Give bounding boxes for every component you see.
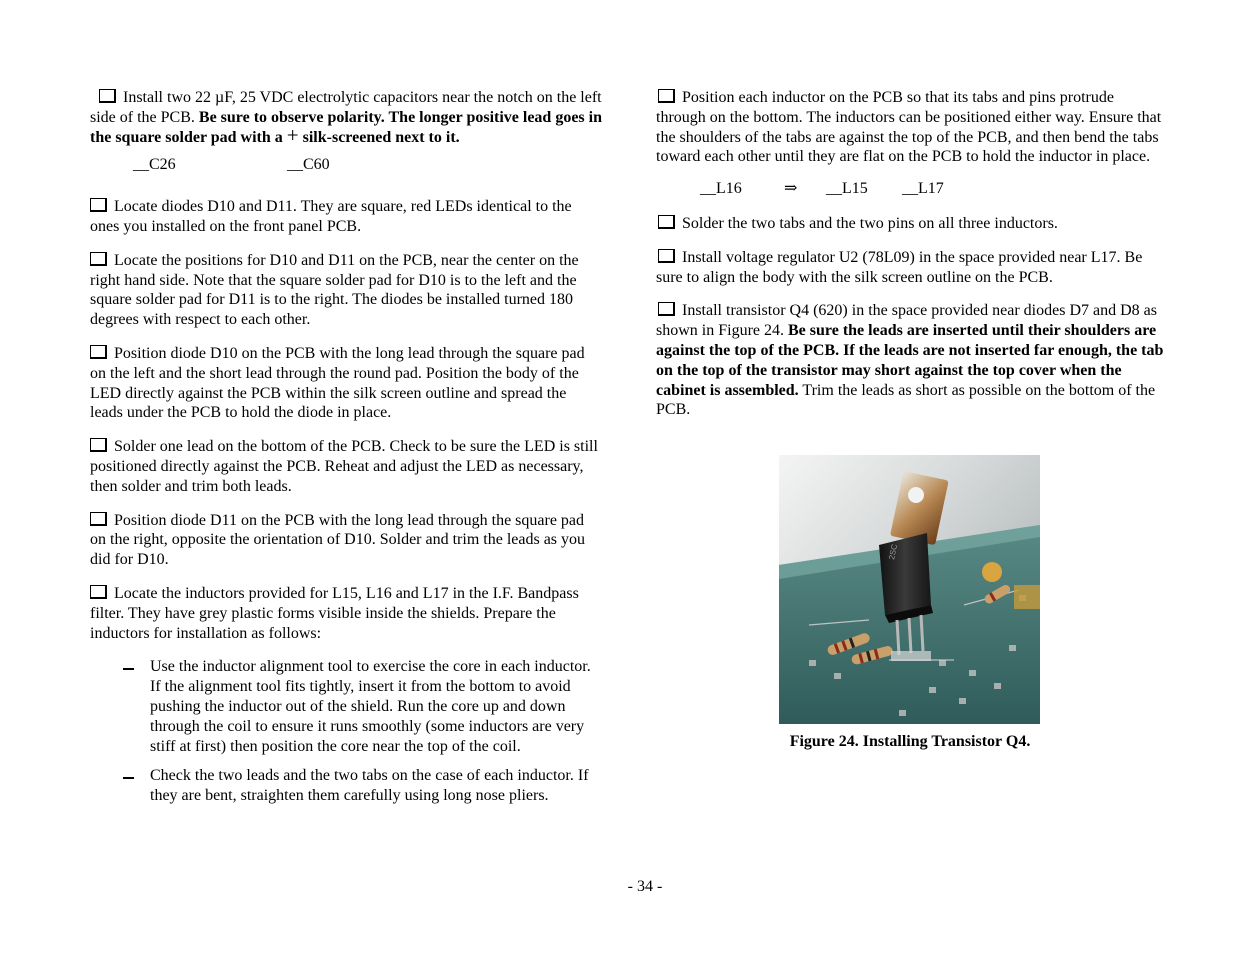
step-locate-inductors (90, 584, 602, 643)
dash-checkbox-icon[interactable] (123, 668, 134, 670)
checkbox-icon[interactable] (90, 198, 107, 212)
step-locate-positions (90, 251, 602, 330)
part-label: __L16 (700, 180, 742, 198)
step-text: Locate the positions for D10 and D11 on the PCB, near the center on the right hand side. Note that the square solder pad for D10 is to the left and the square solder pad for D11 is to the right. The diodes be installed turned 180 degrees with respect to each other. (90, 251, 579, 329)
capacitor-list (90, 155, 602, 175)
checkbox-icon[interactable] (90, 512, 107, 526)
checkbox-icon[interactable] (658, 302, 675, 316)
part-label: __C60 (287, 156, 330, 174)
step-text: Install transistor Q4 (620) in the space provided near diodes D7 and D8 as shown in Figure 24. (656, 302, 1157, 340)
step-position-d10 (90, 344, 602, 423)
substep-alignment-tool (90, 657, 602, 756)
checkbox-icon[interactable] (90, 252, 107, 266)
step-text: Trim the leads as short as possible on the bottom of the PCB. (656, 381, 1156, 419)
step-locate-diodes (90, 197, 602, 237)
step-text: Position diode D10 on the PCB with the long lead through the square pad on the left and the short lead through the round pad. Position the body of the LED directly against the PCB within the silk screen outline and spread the leads under the PCB to hold the diode in place. (90, 344, 585, 422)
step-bold-text: silk-screened next to it. (298, 128, 460, 146)
checkbox-icon[interactable] (90, 438, 107, 452)
step-text: Position diode D11 on the PCB with the long lead through the square pad on the right, opposite the orientation of D10. Solder and trim the leads as you did for D10. (90, 511, 586, 569)
figure-transistor-photo (779, 455, 1040, 724)
right-column (656, 88, 1164, 434)
plus-sign: + (286, 122, 299, 147)
substep-text: Use the inductor alignment tool to exercise the core in each inductor. If the alignment tool fits tightly, insert it from the bottom to avoid pushing the inductor out of the shield. Run the core up and down through the coil to ensure it runs smoothly (some inductors are very stiff at first) then position the core near the top of the coil. (150, 658, 591, 755)
substep-text: Check the two leads and the two tabs on the case of each inductor. If they are bent, straighten them carefully using long nose pliers. (150, 767, 589, 805)
step-text: Install two 22 µF, 25 VDC electrolytic capacitors near the notch on the left side of the PCB. (90, 89, 602, 126)
step-install-regulator (656, 248, 1164, 288)
checkbox-icon[interactable] (90, 345, 107, 359)
step-text: Locate the inductors provided for L15, L16 and L17 in the I.F. Bandpass filter. They have grey plastic forms visible inside the shields. Prepare the inductors for installation as follows: (90, 584, 579, 642)
step-text: Solder one lead on the bottom of the PCB. Check to be sure the LED is still positioned directly against the PCB. Reheat and adjust the LED as necessary, then solder and trim both leads. (90, 438, 598, 495)
part-label: __L17 (902, 180, 944, 198)
dash-checkbox-icon[interactable] (123, 777, 134, 779)
step-position-d11 (90, 511, 602, 570)
step-text: Locate diodes D10 and D11. They are square, red LEDs identical to the ones you installed on the front panel PCB. (90, 198, 572, 235)
step-solder-tabs (656, 214, 1164, 234)
svg-text:2SC: 2SC (887, 543, 900, 561)
checkbox-icon[interactable] (99, 89, 116, 103)
step-text: Install voltage regulator U2 (78L09) in the space provided near L17. Be sure to align the body with the silk screen outline on the PCB. (656, 248, 1143, 286)
substep-check-leads (90, 766, 602, 806)
left-column (90, 88, 602, 816)
arrow-icon: ⇒ (784, 180, 798, 198)
checkbox-icon[interactable] (658, 215, 675, 229)
step-text: Position each inductor on the PCB so that its tabs and pins protrude through on the bottom. The inductors can be positioned either way. Ensure that the shoulders of the tabs are against the top of the PCB, and then bend the tabs toward each other until they are flat on the PCB to hold the inductor in place. (656, 89, 1162, 166)
inductor-list (656, 179, 1164, 199)
step-install-transistor (656, 301, 1164, 420)
step-solder-lead (90, 437, 602, 496)
step-bold-text: Be sure the leads are inserted until their shoulders are against the top of the PCB. If the leads are not inserted far enough, the tab on the top of the transistor may short against the top cover when the cabinet is assembled. (656, 322, 1164, 399)
step-position-inductor (656, 88, 1164, 167)
step-install-capacitors (90, 88, 602, 147)
figure-caption: Figure 24. Installing Transistor Q4. (789, 733, 1031, 750)
step-bold-text: Be sure to observe polarity. The longer positive lead goes in the square solder pad with a (90, 108, 602, 146)
part-label: __C26 (133, 156, 176, 174)
transistor-photo (779, 455, 1040, 724)
page-number: - 34 - (627, 878, 663, 895)
checkbox-icon[interactable] (90, 585, 107, 599)
checkbox-icon[interactable] (658, 249, 675, 263)
step-text: Solder the two tabs and the two pins on all three inductors. (682, 214, 1058, 232)
part-label: __L15 (826, 180, 868, 198)
checkbox-icon[interactable] (658, 89, 675, 103)
